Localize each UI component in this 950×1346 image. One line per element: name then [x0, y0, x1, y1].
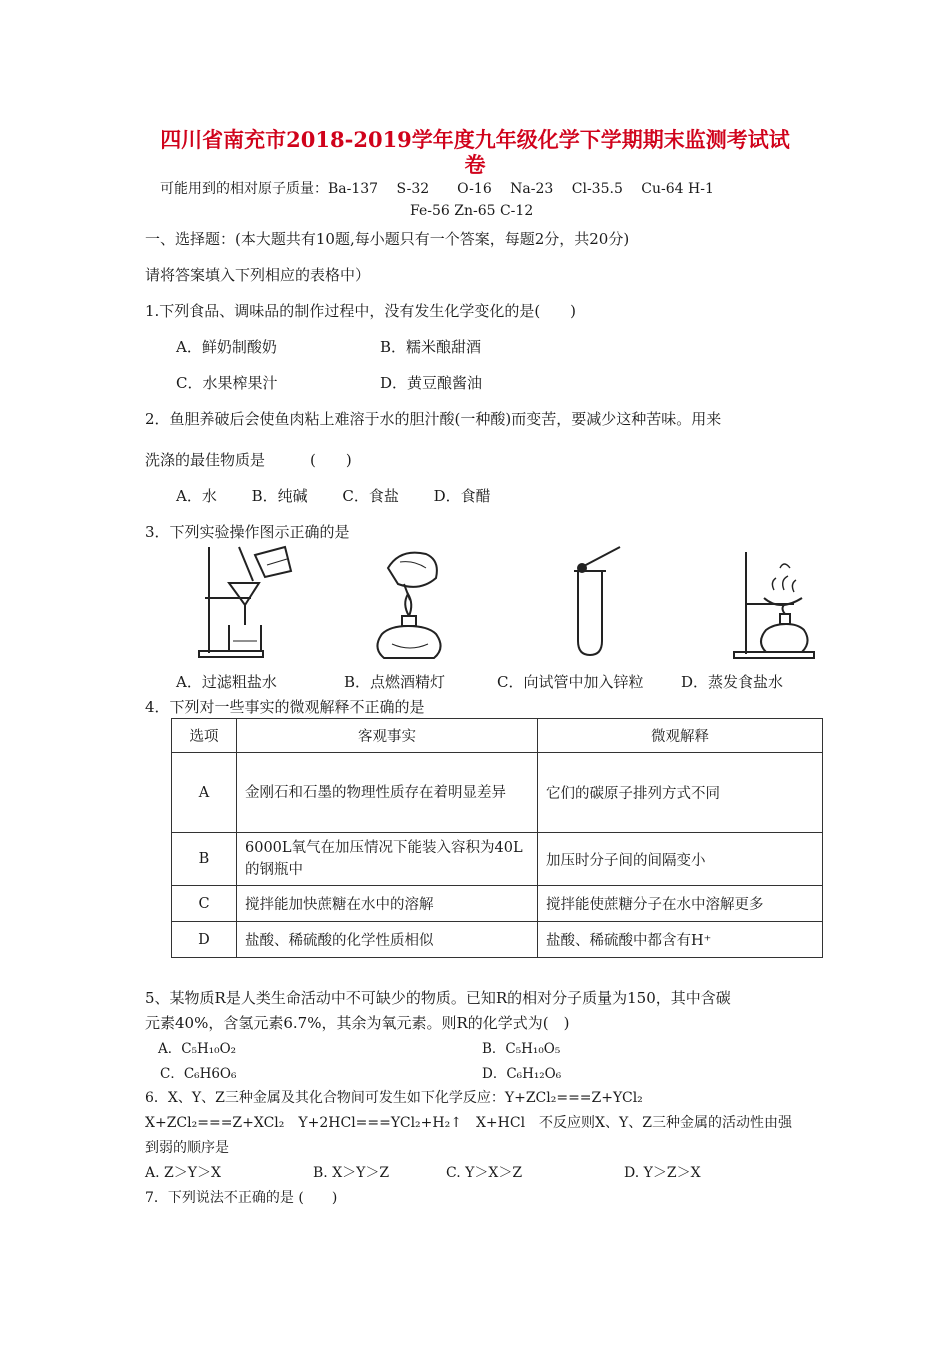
table-row [172, 833, 823, 886]
q2-stem-line2: 洗涤的最佳物质是 ( ) [145, 451, 352, 469]
q6-option-a: A. Z＞Y＞X [145, 1165, 221, 1181]
q6-option-b: B. X＞Y＞Z [313, 1165, 390, 1181]
q3-option-b: B．点燃酒精灯 [344, 673, 446, 691]
atomic-masses-line1: 可能用到的相对原子质量：Ba-137 S-32 O-16 Na-23 Cl-35.5 Cu-64 H-1 [160, 181, 714, 197]
q6-line2: X+ZCl₂===Z+XCl₂ Y+2HCl===YCl₂+H₂↑ X+HCl 不反应则X、Y、Z三种金属的活动性由强 [145, 1115, 792, 1131]
table-cell-explanation: 盐酸、稀硫酸中都含有H⁺ [538, 922, 823, 958]
q3-option-a: A．过滤粗盐水 [176, 673, 277, 691]
table-row [172, 922, 823, 958]
table-cell-option: B [172, 833, 237, 886]
q5-option-c: C．C₆H6O₆ [160, 1066, 237, 1082]
table-header-cell: 微观解释 [538, 719, 823, 753]
table-cell-fact: 6000L氧气在加压情况下能装入容积为40L的钢瓶中 [237, 833, 538, 886]
q1-option-c: C．水果榨果汁 [176, 374, 278, 392]
table-header-cell: 选项 [172, 719, 237, 753]
filtration-apparatus-figure [195, 543, 295, 661]
table-cell-fact: 金刚石和石墨的物理性质存在着明显差异 [237, 753, 538, 833]
table-cell-explanation: 搅拌能使蔗糖分子在水中溶解更多 [538, 886, 823, 922]
q5-option-b: B．C₅H₁₀O₅ [482, 1041, 561, 1057]
page-title: 四川省南充市2018-2019学年度九年级化学下学期期末监测考试试 [160, 127, 790, 152]
table-row [172, 753, 823, 833]
section1-instruction: 请将答案填入下列相应的表格中） [145, 266, 371, 284]
q5-option-a: A．C₅H₁₀O₂ [158, 1041, 237, 1057]
atomic-masses-line2: Fe-56 Zn-65 C-12 [410, 203, 534, 219]
q2-stem-line1: 2．鱼胆养破后会使鱼肉粘上难溶于水的胆汁酸(一种酸)而变苦，要减少这种苦味。用来 [145, 410, 722, 428]
q6-line3: 到弱的顺序是 [145, 1140, 229, 1156]
q5-stem-line1: 5、某物质R是人类生命活动中不可缺少的物质。已知R的相对分子质量为150，其中含碳 [145, 989, 731, 1007]
q6-line1: 6．X、Y、Z三种金属及其化合物间可发生如下化学反应：Y+ZCl₂===Z+YCl₂ [145, 1090, 643, 1106]
q2-options: A．水 B．纯碱 C．食盐 D．食醋 [176, 487, 491, 505]
q1-option-a: A．鲜奶制酸奶 [176, 338, 277, 356]
q6-option-c: C. Y＞X＞Z [446, 1165, 523, 1181]
page-title-continued: 卷 [464, 152, 486, 177]
table-row [172, 886, 823, 922]
table-header-row [172, 719, 823, 753]
q4-facts-table [171, 718, 823, 958]
test-tube-figure [568, 543, 628, 658]
table-cell-fact: 搅拌能加快蔗糖在水中的溶解 [237, 886, 538, 922]
q3-option-c: C．向试管中加入锌粒 [497, 673, 644, 691]
q1-option-b: B．糯米酿甜酒 [380, 338, 482, 356]
table-cell-explanation: 它们的碳原子排列方式不同 [538, 753, 823, 833]
q1-stem: 1.下列食品、调味品的制作过程中，没有发生化学变化的是( ) [145, 302, 577, 320]
table-cell-fact: 盐酸、稀硫酸的化学性质相似 [237, 922, 538, 958]
table-cell-explanation: 加压时分子间的间隔变小 [538, 833, 823, 886]
q7-stem: 7．下列说法不正确的是 ( ) [145, 1190, 338, 1206]
table-cell-option: A [172, 753, 237, 833]
q5-option-d: D．C₆H₁₂O₆ [482, 1066, 562, 1082]
evaporation-apparatus-figure [730, 550, 820, 660]
q1-option-d: D．黄豆酿酱油 [380, 374, 483, 392]
table-header-cell: 客观事实 [237, 719, 538, 753]
q3-stem: 3．下列实验操作图示正确的是 [145, 523, 350, 541]
table-cell-option: C [172, 886, 237, 922]
table-cell-option: D [172, 922, 237, 958]
section1-heading: 一、选择题：(本大题共有10题,每小题只有一个答案，每题2分，共20分) [145, 230, 630, 248]
q3-option-d: D．蒸发食盐水 [681, 673, 784, 691]
q6-option-d: D. Y＞Z＞X [624, 1165, 701, 1181]
q4-stem: 4．下列对一些事实的微观解释不正确的是 [145, 698, 425, 716]
alcohol-lamp-figure [370, 548, 450, 660]
q5-stem-line2: 元素40%，含氢元素6.7%，其余为氧元素。则R的化学式为( ) [145, 1014, 570, 1032]
